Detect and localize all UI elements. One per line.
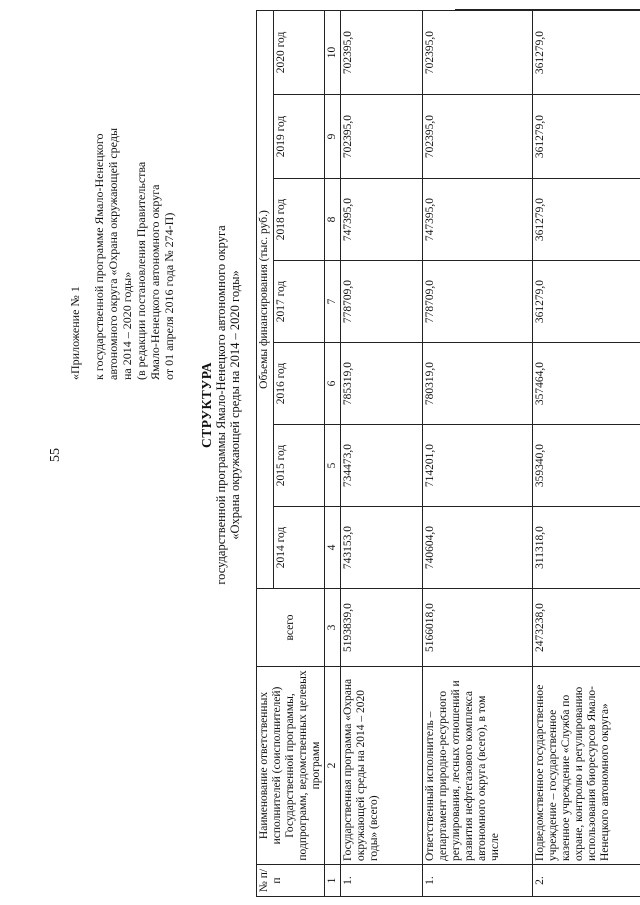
- appendix-line: автономного округа «Охрана окружающей среды: [106, 127, 120, 380]
- financing-header: Объемы финансирования (тыс. руб.): [257, 10, 274, 588]
- row-value: 747395,0: [423, 179, 533, 261]
- index-cell: 2: [325, 667, 341, 865]
- row-name: Государственная программа «Охрана окружающей среды на 2014 – 2020 годы» (всего): [341, 667, 423, 865]
- col-total-header: всего: [257, 589, 325, 667]
- row-num: 1.: [423, 865, 533, 897]
- appendix-line: от 01 апреля 2016 года № 274-П): [162, 212, 176, 380]
- appendix-title: «Приложение № 1: [68, 286, 82, 380]
- col-num-header: № п/п: [257, 865, 325, 897]
- row-value: 702395,0: [341, 10, 423, 94]
- appendix-line: на 2014 – 2020 годы»: [120, 271, 134, 380]
- index-cell: 8: [325, 179, 341, 261]
- row-value: 361279,0: [533, 261, 640, 343]
- appendix-line: (в редакции постановления Правительства: [134, 161, 148, 380]
- row-num: 1.: [341, 865, 423, 897]
- col-year-header: 2017 год: [274, 261, 325, 343]
- table-row: [423, 10, 533, 896]
- row-value: 361279,0: [533, 95, 640, 179]
- page-number: 55: [48, 448, 63, 462]
- col-year-header: 2020 год: [274, 10, 325, 94]
- header-row-1: [257, 10, 274, 896]
- row-value: 714201,0: [423, 425, 533, 507]
- row-num: 2.: [533, 865, 640, 897]
- appendix-block: [68, 20, 176, 380]
- row-value: 2473238,0: [533, 589, 640, 667]
- index-cell: 7: [325, 261, 341, 343]
- row-value: 743153,0: [341, 507, 423, 589]
- table-row: [533, 10, 640, 896]
- heading-line1: государственной программы Ямало-Ненецкого автономного округа: [214, 225, 228, 585]
- index-cell: 6: [325, 343, 341, 425]
- col-year-header: 2018 год: [274, 179, 325, 261]
- appendix-line: к государственной программе Ямало-Ненецкого: [92, 133, 106, 380]
- row-value: 747395,0: [341, 179, 423, 261]
- heading-title: СТРУКТУРА: [199, 361, 214, 449]
- row-value: 311318,0: [533, 507, 640, 589]
- row-value: 5193839,0: [341, 589, 423, 667]
- row-name: Ответственный исполнитель – департамент природно-ресурсного регулирования, лесных отношений и развития нефтегазового комплекса автономного округа (всего), в том числе: [423, 667, 533, 865]
- row-value: 785319,0: [341, 343, 423, 425]
- row-value: 702395,0: [423, 10, 533, 94]
- row-value: 5166018,0: [423, 589, 533, 667]
- col-year-header: 2014 год: [274, 507, 325, 589]
- row-value: 361279,0: [533, 10, 640, 94]
- row-value: 734473,0: [341, 425, 423, 507]
- row-value: 702395,0: [423, 95, 533, 179]
- appendix-line: Ямало-Ненецкого автономного округа: [148, 184, 162, 380]
- row-name: Подведомственное государственное учреждение – государственное казенное учреждение «Служба по охране, контролю и регулированию использования биоресурсов Ямало-Ненецкого автономного округа»: [533, 667, 640, 865]
- row-value: 740604,0: [423, 507, 533, 589]
- row-value: 778709,0: [341, 261, 423, 343]
- row-value: 361279,0: [533, 179, 640, 261]
- index-cell: 4: [325, 507, 341, 589]
- row-value: 702395,0: [341, 95, 423, 179]
- index-row: [325, 10, 341, 896]
- table-row: [341, 10, 423, 896]
- col-name-header: Наименование ответственных исполнителей (соисполнителей) Государственной программы, подпрограмм, ведомственных целевых программ: [257, 667, 325, 865]
- row-value: 778709,0: [423, 261, 533, 343]
- index-cell: 3: [325, 589, 341, 667]
- index-cell: 10: [325, 10, 341, 94]
- document-heading: [200, 15, 242, 795]
- index-cell: 5: [325, 425, 341, 507]
- index-cell: 9: [325, 95, 341, 179]
- row-value: 780319,0: [423, 343, 533, 425]
- col-year-header: 2019 год: [274, 95, 325, 179]
- row-value: 359340,0: [533, 425, 640, 507]
- row-value: 357464,0: [533, 343, 640, 425]
- heading-line2: «Охрана окружающей среды на 2014 – 2020 годы»: [228, 270, 242, 540]
- index-cell: 1: [325, 865, 341, 897]
- col-year-header: 2016 год: [274, 343, 325, 425]
- structure-table: [256, 10, 640, 897]
- col-year-header: 2015 год: [274, 425, 325, 507]
